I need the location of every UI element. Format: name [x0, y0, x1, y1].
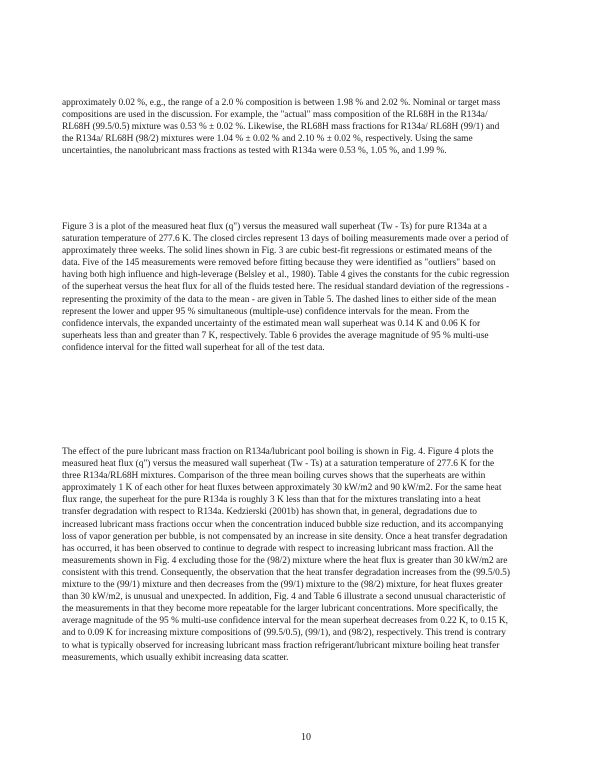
page-number: 10: [301, 732, 311, 743]
paragraph-lubricant-effect: The effect of the pure lubricant mass fraction on R134a/lubricant pool boiling is shown in Fig. 4. Figure 4 plots the measured heat flux (q") versus the measured wall superheat (Tw - Ts) at a saturation temperature of 277.6 K for the three R134a/RL68H mixtures. Comparison of the three mean boiling curves shows that the superheats are within approximately 1 K of each other for heat fluxes between approximately 30 kW/m2 and 90 kW/m2. For the same heat flux range, the superheat for the pure R134a is roughly 3 K less than that for the mixtures translating into a heat transfer degradation with respect to R134a. Kedzierski (2001b) has shown that, in general, degradations due to increased lubricant mass fractions occur when the concentration induced bubble size reduction, and its accompanying loss of vapor generation per bubble, is not compensated by an increase in site density. Once a heat transfer degradation has occurred, it has been observed to continue to degrade with respect to increasing lubricant mass fraction. All the measurements shown in Fig. 4 excluding those for the (98/2) mixture where the heat flux is greater than 30 kW/m2 are consistent with this trend. Consequently, the observation that the heat transfer degradation increases from the (99.5/0.5) mixture to the (99/1) mixture and then decreases from the (99/1) mixture to the (98/2) mixture, for heat fluxes greater than 30 kW/m2, is unusual and unexpected. In addition, Fig. 4 and Table 6 illustrate a second unusual characteristic of the measurements in that they become more repeatable for the larger lubricant concentrations. More specifically, the average magnitude of the 95 % multi-use confidence interval for the mean superheat decreases from 0.22 K, to 0.15 K, and to 0.09 K for increasing mixture compositions of (99.5/0.5), (99/1), and (98/2), respectively. This trend is contrary to what is typically observed for increasing lubricant mass fraction refrigerant/lubricant mixture boiling heat transfer measurements, which usually exhibit increasing data scatter.: [62, 447, 510, 663]
paragraph-figure-3-discussion: Figure 3 is a plot of the measured heat flux (q") versus the measured wall superheat (Tw - Ts) for pure R134a at a saturation temperature of 277.6 K. The closed circles represent 13 days of boiling measurements made over a period of approximately three weeks. The solid lines shown in Fig. 3 are cubic best-fit regressions or estimated means of the data. Five of the 145 measurements were removed before fitting because they were identified as "outliers" based on having both high influence and high-leverage (Belsley et al., 1980). Table 4 gives the constants for the cubic regression of the superheat versus the heat flux for all of the fluids tested here. The residual standard deviation of the regressions - representing the proximity of the data to the mean - are given in Table 5. The dashed lines to either side of the mean represent the lower and upper 95 % simultaneous (multiple-use) confidence intervals for the mean. From the confidence intervals, the expanded uncertainty of the estimated mean wall superheat was 0.14 K and 0.06 K for superheats less than and greater than 7 K, respectively. Table 6 provides the average magnitude of 95 % multi-use confidence interval for the fitted wall superheat for all of the test data.: [62, 222, 510, 353]
paragraph-composition-uncertainty: approximately 0.02 %, e.g., the range of a 2.0 % composition is between 1.98 % and 2.02 %. Nominal or target mass compositions are used in the discussion. For example, the "actual" mass composition of the RL68H in the R134a/ RL68H (99.5/0.5) mixture was 0.53 % ± 0.02 %. Likewise, the RL68H mass fractions for R134a/ RL68H (99/1) and the R134a/ RL68H (98/2) mixtures were 1.04 % ± 0.02 % and 2.10 % ± 0.02 %, respectively. Using the same uncertainties, the nanolubricant mass fractions as tested with R134a were 0.53 %, 1.05 %, and 1.99 %.: [62, 98, 501, 157]
